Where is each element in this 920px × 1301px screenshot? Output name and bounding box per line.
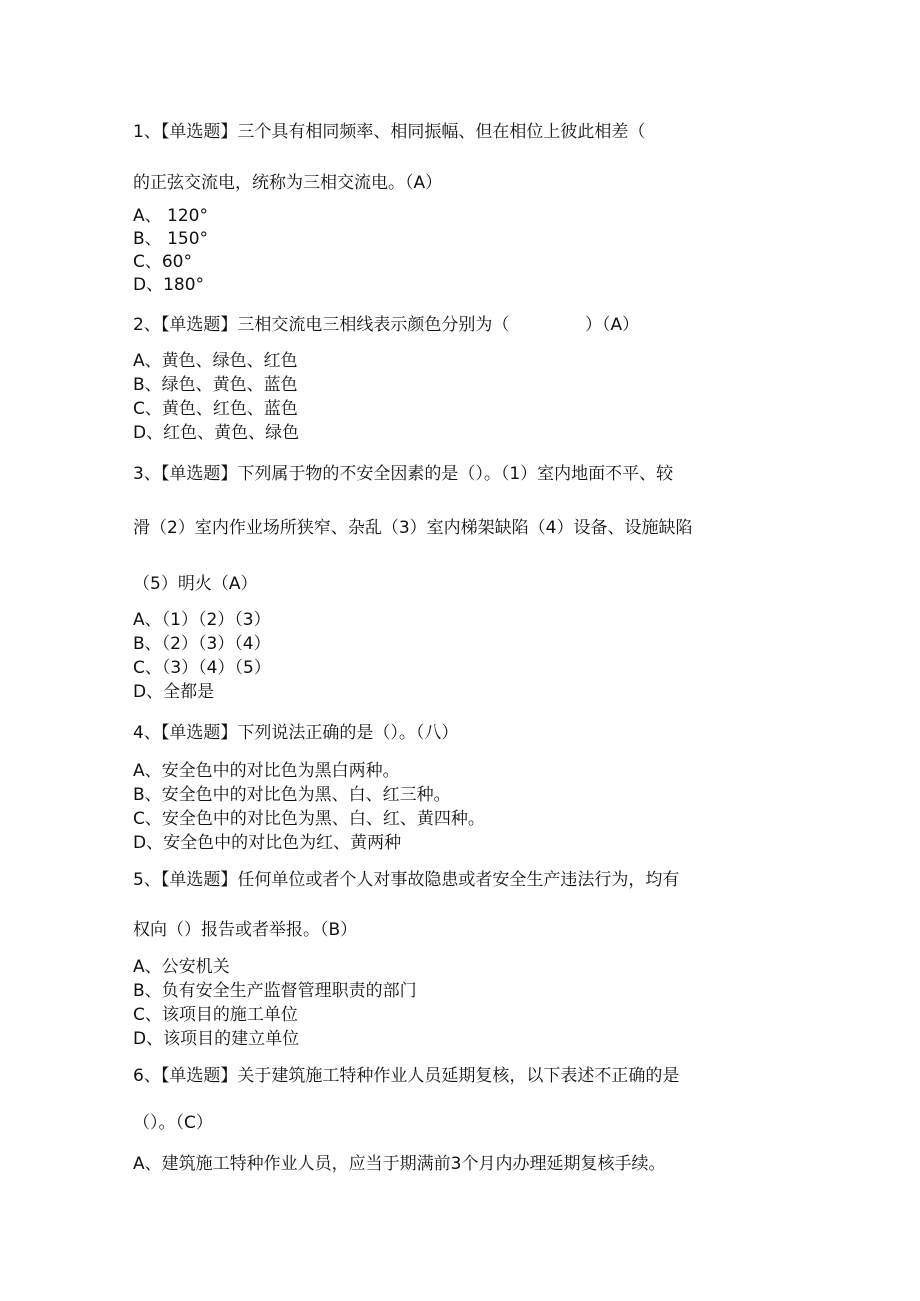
question-4-option-d: D、安全色中的对比色为红、黄两种 [133, 833, 402, 853]
question-2-option-a: A、黄色、绿色、红色 [133, 351, 298, 371]
question-5-option-d: D、该项目的建立单位 [133, 1029, 300, 1049]
question-5-option-c: C、该项目的施工单位 [133, 1005, 298, 1025]
question-5-option-a: A、公安机关 [133, 957, 230, 977]
question-4-option-c: C、安全色中的对比色为黑、白、红、黄四种。 [133, 809, 485, 829]
question-3-option-a: A、（1）（2）（3） [133, 610, 271, 630]
question-3-stem-line-1: 3、【单选题】下列属于物的不安全因素的是（）。（1）室内地面不平、较 [133, 464, 674, 484]
question-3-stem-line-3: （5）明火（A） [133, 574, 258, 594]
question-6-stem-line-1: 6、【单选题】关于建筑施工特种作业人员延期复核，以下表述不正确的是 [133, 1066, 680, 1086]
question-4-option-a: A、安全色中的对比色为黑白两种。 [133, 761, 400, 781]
question-1-stem-line-1: 1、【单选题】三个具有相同频率、相同振幅、但在相位上彼此相差（ [133, 122, 646, 142]
question-4-option-b: B、安全色中的对比色为黑、白、红三种。 [133, 785, 451, 805]
question-5-stem-line-2: 权向（）报告或者举报。（B） [133, 920, 358, 940]
question-2-option-d: D、红色、黄色、绿色 [133, 423, 300, 443]
question-2-stem-line-1: 2、【单选题】三相交流电三相线表示颜色分别为（ ）（A） [133, 315, 640, 335]
question-2-option-c: C、黄色、红色、蓝色 [133, 399, 298, 419]
question-6-stem-line-2: （）。（C） [133, 1113, 213, 1133]
question-2-option-b: B、绿色、黄色、蓝色 [133, 375, 298, 395]
question-5-stem-line-1: 5、【单选题】任何单位或者个人对事故隐患或者安全生产违法行为，均有 [133, 870, 680, 890]
question-3-option-d: D、全都是 [133, 682, 215, 702]
question-5-option-b: B、负有安全生产监督管理职责的部门 [133, 981, 417, 1001]
question-4-stem-line-1: 4、【单选题】下列说法正确的是（）。（八） [133, 723, 459, 743]
question-1-stem-line-2: 的正弦交流电，统称为三相交流电。（A） [133, 173, 443, 193]
question-1-option-d: D、180° [133, 275, 205, 295]
question-3-stem-line-2: 滑（2）室内作业场所狭窄、杂乱（3）室内梯架缺陷（4）设备、设施缺陷 [133, 518, 693, 538]
question-1-option-a: A、 120° [133, 206, 208, 226]
question-1-option-b: B、 150° [133, 229, 209, 249]
question-1-option-c: C、60° [133, 252, 193, 272]
question-6-option-a: A、建筑施工特种作业人员，应当于期满前3个月内办理延期复核手续。 [133, 1154, 666, 1174]
question-3-option-c: C、（3）（4）（5） [133, 658, 271, 678]
question-3-option-b: B、（2）（3）（4） [133, 634, 271, 654]
